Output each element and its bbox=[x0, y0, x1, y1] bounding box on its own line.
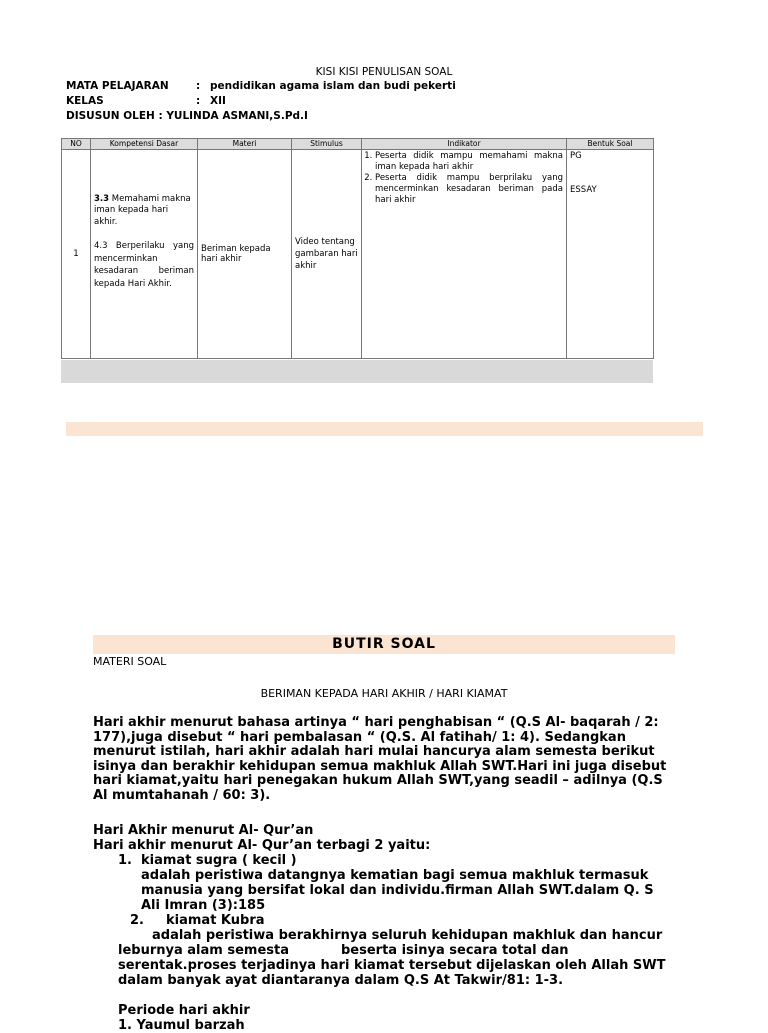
class-sep: : bbox=[196, 95, 201, 107]
class-row bbox=[66, 95, 226, 107]
item-2-line-2b: beserta isinya secara total dan bbox=[341, 943, 569, 958]
table-row bbox=[62, 150, 654, 359]
item-1-number: 1. bbox=[118, 853, 132, 868]
quran-line-1: Hari Akhir menurut Al- Qur’an bbox=[93, 823, 314, 838]
header-materi: Materi bbox=[198, 139, 292, 150]
cell-no: 1 bbox=[62, 150, 91, 359]
document-title: KISI KISI PENULISAN SOAL bbox=[315, 66, 453, 78]
butir-soal-title: BUTIR SOAL bbox=[93, 635, 675, 654]
item-2-line-3: serentak.proses terjadinya hari kiamat tersebut dijelaskan oleh Allah SWT bbox=[118, 958, 666, 973]
class-value: XII bbox=[210, 95, 226, 107]
grey-band bbox=[61, 360, 653, 383]
periode-heading: Periode hari akhir bbox=[118, 1003, 250, 1018]
quran-line-2: Hari akhir menurut Al- Qur’an terbagi 2 yaitu: bbox=[93, 838, 431, 853]
header-kompetensi: Kompetensi Dasar bbox=[91, 139, 198, 150]
materi-soal-label: MATERI SOAL bbox=[93, 655, 167, 668]
list-item: 2. Peserta didik mampu berprilaku yang mencerminkan kesadaran beriman pada hari akhir bbox=[375, 173, 563, 206]
kisi-table bbox=[61, 138, 654, 359]
header-bentuk-soal: Bentuk Soal bbox=[567, 139, 654, 150]
kd-2: 4.3 Berperilaku yang mencerminkan kesadaran beriman kepada Hari Akhir. bbox=[94, 241, 194, 289]
cell-indikator bbox=[362, 150, 567, 359]
list-item: 1. Peserta didik mampu memahami makna iman kepada hari akhir bbox=[375, 151, 563, 173]
header-no: NO bbox=[62, 139, 91, 150]
header-indikator: Indikator bbox=[362, 139, 567, 150]
author-row: DISUSUN OLEH : YULINDA ASMANI,S.Pd.I bbox=[66, 110, 308, 122]
subject-value: pendidikan agama islam dan budi pekerti bbox=[210, 80, 456, 92]
cell-kompetensi bbox=[91, 150, 198, 359]
cell-materi: Beriman kepada hari akhir bbox=[198, 150, 292, 359]
cell-stimulus: Video tentang gambaran hari akhir bbox=[292, 150, 362, 359]
peach-band bbox=[66, 422, 703, 436]
indikator-list bbox=[365, 151, 563, 206]
subject-label: MATA PELAJARAN bbox=[66, 80, 169, 92]
item-1-title: kiamat sugra ( kecil ) bbox=[141, 853, 297, 868]
item-2-line-2a: leburnya alam semesta bbox=[118, 943, 289, 958]
intro-paragraph: Hari akhir menurut bahasa artinya “ hari penghabisan “ (Q.S Al- baqarah / 2: 177),juga disebut “ hari pembalasan “ (Q.S. Al fatihah/ 1: 4). Sedangkan menurut istilah, hari akhir adalah hari mulai hancurya alam semesta berikut isinya dan berakhir kehidupan semua makhluk Allah SWT.Hari ini juga disebut hari kiamat,yaitu hari penegakan hukum Allah SWT,yang seadil – adilnya (Q.S Al mumtahanah / 60: 3). bbox=[93, 715, 667, 803]
bentuk-pg: PG bbox=[570, 151, 582, 161]
table-header-row bbox=[62, 139, 654, 150]
item-2-title: kiamat Kubra bbox=[166, 913, 265, 928]
header-stimulus: Stimulus bbox=[292, 139, 362, 150]
subject-row bbox=[66, 80, 456, 92]
item-1-description: adalah peristiwa datangnya kematian bagi semua makhluk termasuk manusia yang bersifat lokal dan individu.firman Allah SWT.dalam Q. S Ali Imran (3):185 bbox=[141, 868, 654, 913]
periode-item: 1. Yaumul barzah bbox=[118, 1018, 245, 1033]
kd-1-number: 3.3 bbox=[94, 193, 110, 204]
materi-title: BERIMAN KEPADA HARI AKHIR / HARI KIAMAT bbox=[260, 687, 508, 700]
item-2-line-1: adalah peristiwa berakhirnya seluruh kehidupan makhluk dan hancur bbox=[152, 928, 663, 943]
item-2-line-4: dalam banyak ayat diantaranya dalam Q.S At Takwir/81: 1-3. bbox=[118, 973, 564, 988]
class-label: KELAS bbox=[66, 95, 104, 107]
subject-sep: : bbox=[196, 80, 201, 92]
kd-1-text: Memahami makna iman kepada hari akhir. bbox=[94, 193, 191, 227]
item-2-number: 2. bbox=[130, 913, 144, 928]
kd-1 bbox=[94, 194, 194, 229]
cell-bentuk-soal bbox=[567, 150, 654, 359]
bentuk-essay: ESSAY bbox=[570, 185, 597, 195]
